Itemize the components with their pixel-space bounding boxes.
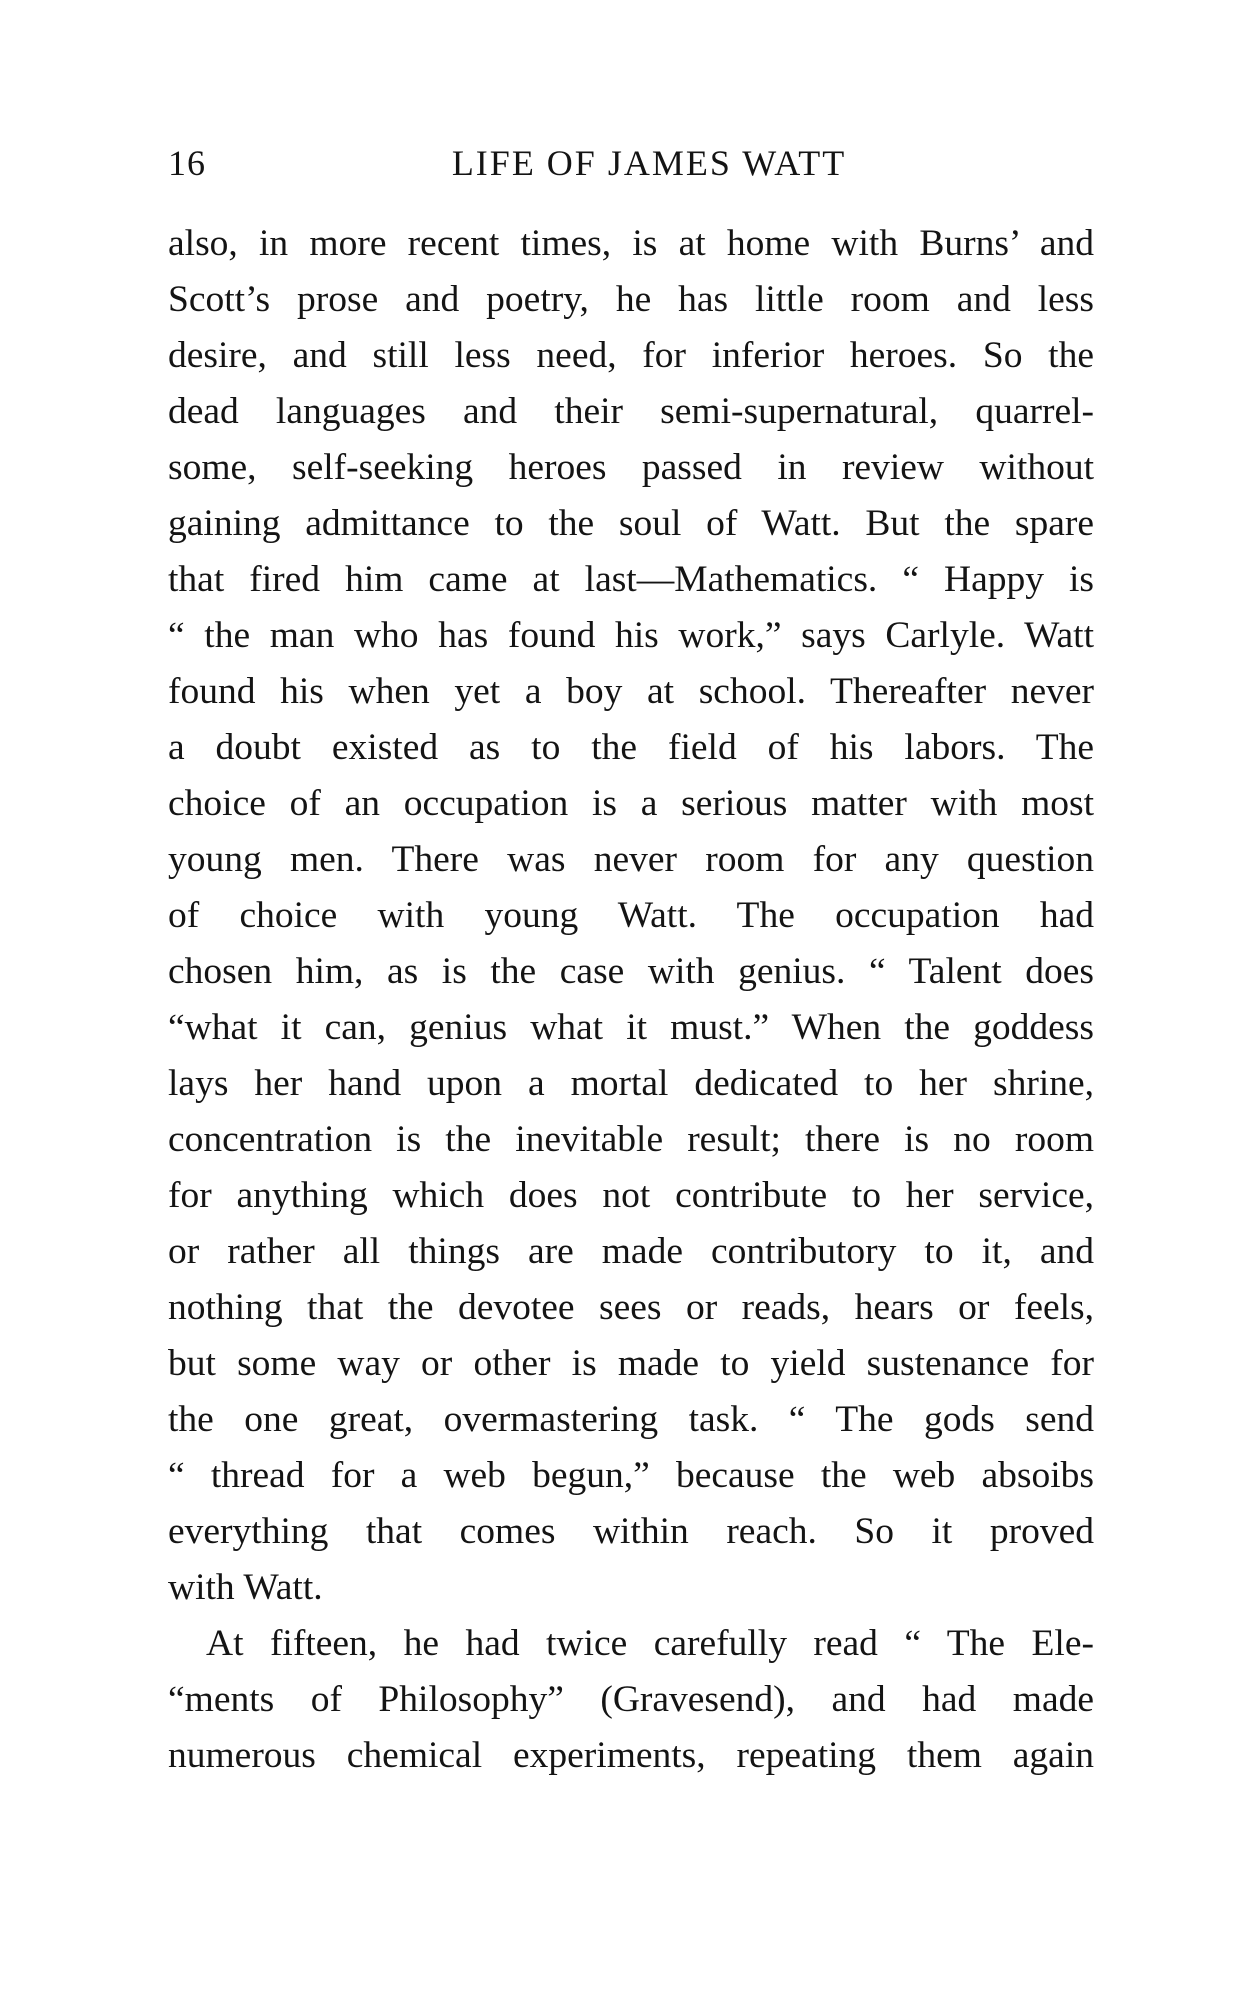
text-line: choice of an occupation is a serious matter with most xyxy=(168,783,1094,824)
text-line: a doubt existed as to the field of his labors. The xyxy=(168,727,1094,768)
text-line: chosen him, as is the case with genius. “ Talent does xyxy=(168,951,1094,992)
text-line: found his when yet a boy at school. Thereafter never xyxy=(168,671,1094,712)
page-number: 16 xyxy=(168,143,206,183)
paragraph-1 xyxy=(168,216,1094,1616)
text-line: with Watt. xyxy=(168,1567,323,1608)
text-line: lays her hand upon a mortal dedicated to her shrine, xyxy=(168,1063,1094,1104)
text-line: “what it can, genius what it must.” When the goddess xyxy=(168,1007,1094,1048)
paragraph-2 xyxy=(168,1616,1094,1784)
text-line: “ the man who has found his work,” says Carlyle. Watt xyxy=(168,615,1094,656)
text-line: but some way or other is made to yield sustenance for xyxy=(168,1343,1094,1384)
text-line: also, in more recent times, is at home with Burns’ and xyxy=(168,223,1094,264)
text-line: numerous chemical experiments, repeating them again xyxy=(168,1735,1094,1776)
running-head: LIFE OF JAMES WATT xyxy=(451,143,847,183)
text-line: young men. There was never room for any question xyxy=(168,839,1094,880)
text-line: At fifteen, he had twice carefully read “ The Ele- xyxy=(206,1623,1094,1664)
text-line: gaining admittance to the soul of Watt. But the spare xyxy=(168,503,1094,544)
text-line: of choice with young Watt. The occupation had xyxy=(168,895,1094,936)
text-line: Scott’s prose and poetry, he has little room and less xyxy=(168,279,1094,320)
page-header xyxy=(168,138,1094,188)
text-line: that fired him came at last—Mathematics. “ Happy is xyxy=(168,559,1094,600)
text-line: “ thread for a web begun,” because the web absoibs xyxy=(168,1455,1094,1496)
text-line: for anything which does not contribute to her service, xyxy=(168,1175,1094,1216)
text-line: some, self-seeking heroes passed in review without xyxy=(168,447,1094,488)
page-body xyxy=(168,216,1094,1784)
text-line: everything that comes within reach. So it proved xyxy=(168,1511,1094,1552)
text-line: nothing that the devotee sees or reads, hears or feels, xyxy=(168,1287,1094,1328)
text-line: desire, and still less need, for inferior heroes. So the xyxy=(168,335,1094,376)
text-line: concentration is the inevitable result; there is no room xyxy=(168,1119,1094,1160)
text-line: the one great, overmastering task. “ The gods send xyxy=(168,1399,1094,1440)
text-line: dead languages and their semi-supernatural, quarrel- xyxy=(168,391,1094,432)
text-line: or rather all things are made contributory to it, and xyxy=(168,1231,1094,1272)
text-line: “ments of Philosophy” (Gravesend), and had made xyxy=(168,1679,1094,1720)
